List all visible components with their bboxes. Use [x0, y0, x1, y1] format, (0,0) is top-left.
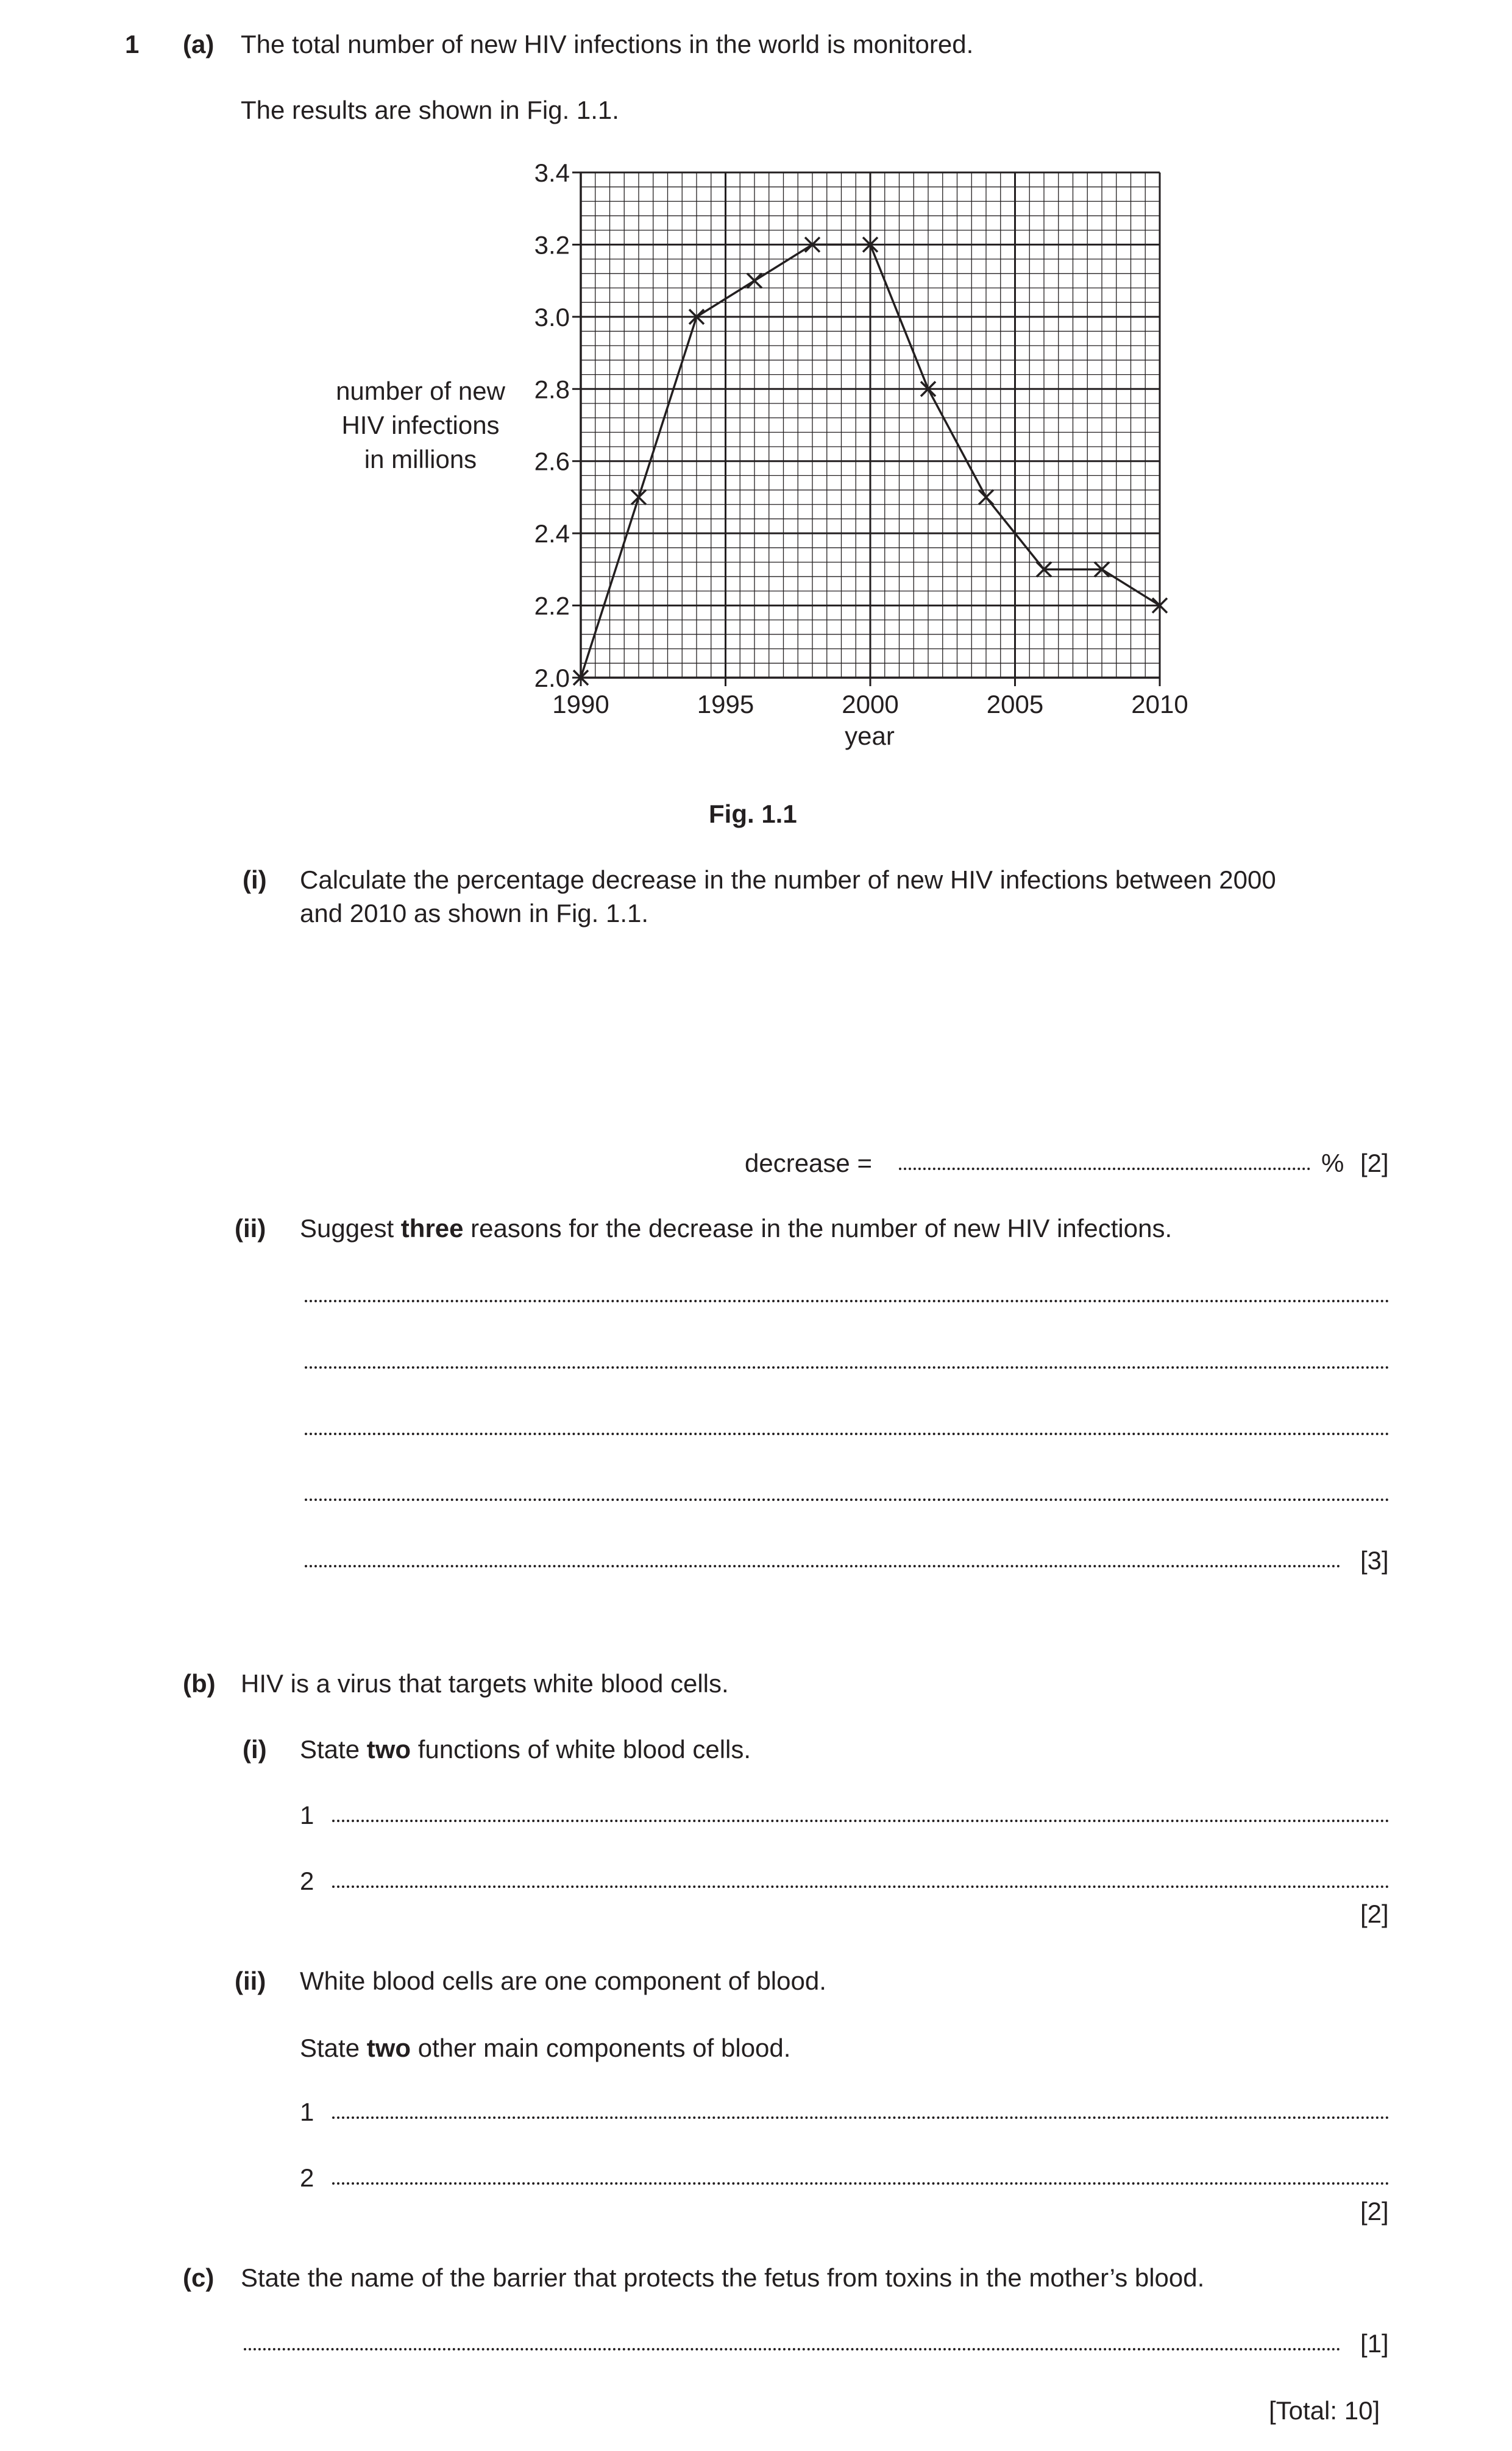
- figure-caption: Fig. 1.1: [709, 800, 797, 828]
- part-b-i-text-pre: State: [300, 1735, 367, 1764]
- chart-x-axis-label: year: [845, 722, 895, 750]
- part-c-text: State the name of the barrier that protects the fetus from toxins in the mother’s blood.: [241, 2263, 1205, 2292]
- part-b-ii-number-1: 1: [300, 2098, 314, 2126]
- part-b-i-text-post: functions of white blood cells.: [411, 1735, 751, 1764]
- part-a-stem: The total number of new HIV infections in the world is monitored.: [241, 30, 974, 59]
- y-tick-label: 2.8: [534, 375, 570, 404]
- answer-line[interactable]: [244, 2348, 1341, 2350]
- part-b-i-text-bold: two: [366, 1735, 411, 1764]
- percent-unit: %: [1321, 1149, 1344, 1177]
- results-text: The results are shown in Fig. 1.1.: [241, 96, 619, 124]
- part-a-label: (a): [183, 30, 215, 59]
- answer-line[interactable]: [305, 1499, 1390, 1501]
- y-tick-label: 2.2: [534, 591, 570, 620]
- part-a-ii-text-post: reasons for the decrease in the number of new HIV infections.: [463, 1214, 1173, 1243]
- answer-line[interactable]: [332, 1885, 1390, 1888]
- hiv-infections-chart: [0, 0, 1512, 792]
- part-b-ii-text: [300, 2035, 790, 2061]
- answer-line[interactable]: [305, 1300, 1390, 1302]
- answer-line[interactable]: [332, 2182, 1390, 2185]
- part-b-label: (b): [183, 1669, 216, 1698]
- x-tick-label: 2000: [842, 690, 899, 718]
- part-b-ii-line1: White blood cells are one component of blood.: [300, 1967, 826, 1995]
- part-a-ii-text: [300, 1216, 1172, 1241]
- part-b-i-number-2: 2: [300, 1867, 314, 1895]
- marks-b-i: [2]: [1360, 1899, 1389, 1928]
- part-a-ii-text-pre: Suggest: [300, 1214, 401, 1243]
- total-marks: [Total: 10]: [1269, 2396, 1380, 2425]
- part-b-i-label: (i): [243, 1735, 267, 1764]
- part-b-ii-text-post: other main components of blood.: [411, 2034, 791, 2062]
- part-b-ii-text-pre: State: [300, 2034, 367, 2062]
- part-b-i-number-1: 1: [300, 1801, 314, 1829]
- x-tick-label: 1990: [552, 690, 609, 718]
- y-tick-label: 2.4: [534, 519, 570, 548]
- y-tick-label: 2.0: [534, 664, 570, 692]
- y-axis-label-line: HIV infections: [341, 411, 500, 439]
- marks-c: [1]: [1360, 2329, 1389, 2358]
- y-tick-label: 3.2: [534, 230, 570, 260]
- marks-a-ii: [3]: [1360, 1546, 1389, 1575]
- marks-b-ii: [2]: [1360, 2197, 1389, 2226]
- chart-y-axis-label: [336, 377, 505, 474]
- answer-line[interactable]: [332, 1820, 1390, 1822]
- y-axis-label-line: in millions: [364, 445, 477, 474]
- answer-line[interactable]: [332, 2116, 1390, 2119]
- y-tick-label: 3.0: [534, 302, 570, 332]
- part-a-i-line2: and 2010 as shown in Fig. 1.1.: [300, 899, 649, 928]
- part-c-label: (c): [183, 2263, 215, 2292]
- marks-a-i: [2]: [1360, 1149, 1389, 1177]
- y-tick-label: 2.6: [534, 447, 570, 476]
- answer-line[interactable]: [305, 1433, 1390, 1435]
- decrease-label: decrease =: [745, 1149, 872, 1177]
- part-b-stem: HIV is a virus that targets white blood cells.: [241, 1669, 729, 1698]
- y-tick-label: 3.4: [534, 158, 570, 187]
- part-b-ii-text-bold: two: [366, 2034, 411, 2062]
- part-a-ii-text-bold: three: [400, 1214, 464, 1243]
- x-tick-label: 2010: [1131, 690, 1188, 718]
- part-a-i-line1: Calculate the percentage decrease in the number of new HIV infections between 2000: [300, 865, 1276, 894]
- x-tick-label: 1995: [697, 690, 754, 718]
- x-tick-label: 2005: [986, 690, 1044, 718]
- answer-line[interactable]: [305, 1565, 1341, 1567]
- decrease-answer-line[interactable]: [899, 1168, 1310, 1170]
- answer-line[interactable]: [305, 1366, 1390, 1369]
- question-number: 1: [125, 30, 140, 59]
- part-b-i-text: [300, 1737, 751, 1762]
- part-b-ii-number-2: 2: [300, 2163, 314, 2192]
- y-axis-label-line: number of new: [336, 377, 505, 405]
- part-a-ii-label: (ii): [235, 1214, 266, 1243]
- part-a-i-label: (i): [243, 865, 267, 894]
- part-b-ii-label: (ii): [235, 1967, 266, 1995]
